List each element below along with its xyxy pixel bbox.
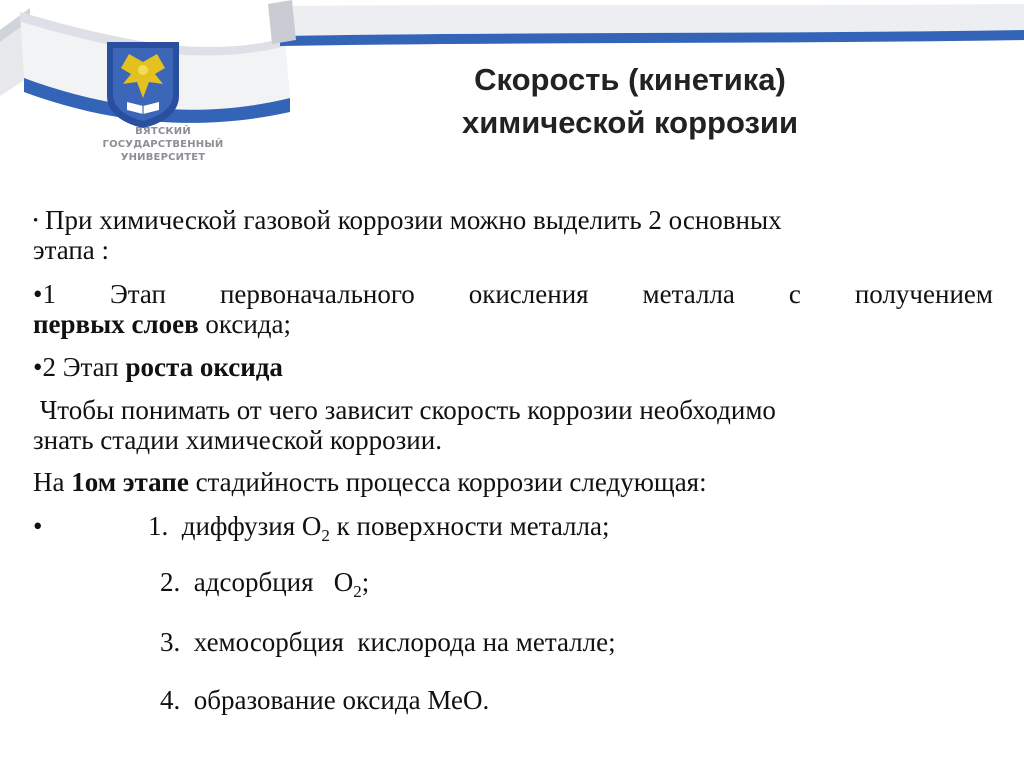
- stage1-word: окисления: [468, 279, 589, 309]
- step-1-text: 1. диффузия О: [148, 511, 322, 541]
- slide-title: [330, 58, 930, 144]
- intro-text: При химической газовой коррозии можно выделить 2 основных: [45, 205, 782, 235]
- university-name-line1: ВЯТСКИЙ: [135, 126, 191, 137]
- step-1-subscript: 2: [321, 526, 330, 545]
- university-name-line2: ГОСУДАРСТВЕННЫЙ: [102, 139, 224, 150]
- stage2-prefix: •2 Этап: [33, 352, 126, 382]
- slide-title-line1: Скорость (кинетика): [474, 62, 786, 97]
- university-name-line3: УНИВЕРСИТЕТ: [120, 152, 206, 163]
- sequence-prefix: На: [33, 467, 72, 497]
- note-line1: Чтобы понимать от чего зависит скорость коррозии необходимо: [33, 395, 776, 425]
- stage1-line2: [33, 310, 993, 338]
- stage1-word: получением: [854, 279, 993, 309]
- stage1-word: с: [788, 279, 801, 309]
- stage2-line: [33, 353, 993, 381]
- stage2-bold: роста оксида: [125, 352, 283, 382]
- stage1-rest: оксида;: [198, 309, 292, 339]
- step-3: 3. хемосорбция кислорода на металле;: [160, 627, 616, 657]
- sequence-bold: 1ом этапе: [71, 467, 189, 497]
- step-2-subscript: 2: [353, 582, 362, 601]
- step-2: [160, 567, 960, 601]
- bullet-icon: •: [33, 213, 39, 229]
- stage1-word: Этап: [109, 279, 166, 309]
- stage1-line1: [33, 280, 993, 308]
- stage1-word: первоначального: [219, 279, 415, 309]
- stage1-word: металла: [642, 279, 735, 309]
- university-logo: [103, 38, 183, 130]
- step-1: [148, 511, 968, 545]
- step-2-rest: ;: [361, 567, 370, 597]
- slide-title-line2: химической коррозии: [461, 105, 799, 140]
- stage1-bold: первых слоев: [33, 309, 199, 339]
- step-bullet: •: [33, 511, 43, 541]
- stage1-word: •1: [33, 279, 56, 309]
- intro-line2: этапа :: [33, 235, 110, 265]
- intro-line1: [33, 206, 993, 235]
- step-4: 4. образование оксида МеО.: [160, 685, 490, 715]
- university-name: [78, 125, 248, 164]
- sequence-line: [33, 468, 993, 496]
- step-1-rest: к поверхности металла;: [329, 511, 610, 541]
- step-2-text: 2. адсорбция О: [160, 567, 354, 597]
- sequence-rest: стадийность процесса коррозии следующая:: [188, 467, 707, 497]
- note-line2: знать стадии химической коррозии.: [33, 425, 442, 455]
